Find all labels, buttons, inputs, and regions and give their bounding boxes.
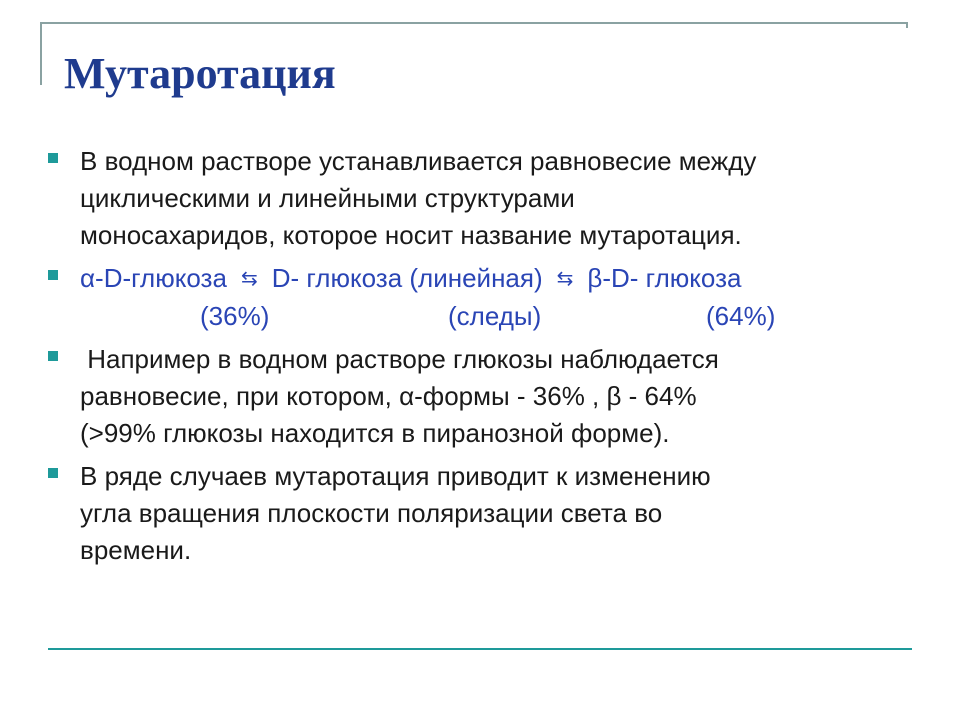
bullet-item-3 <box>48 341 898 452</box>
frame-bottom-line <box>48 648 912 650</box>
bullet-item-4 <box>48 458 898 569</box>
bullet-4-line-3: времени. <box>80 535 192 565</box>
slide-title: Мутаротация <box>64 49 336 98</box>
bullet-3-line-2: равновесие, при котором, α-формы - 36% , β - 64% <box>80 381 697 411</box>
frame-top-line <box>40 22 908 24</box>
beta-percentage: (64%) <box>706 301 776 331</box>
alpha-percentage: (36%) <box>200 301 270 331</box>
bullet-1-line-1: В водном растворе устанавливается равновесие между <box>80 146 757 176</box>
bullet-item-equation <box>48 260 898 335</box>
equilibrium-percentages <box>80 298 898 335</box>
bullet-3-line-1: Например в водном растворе глюкозы наблюдается <box>80 344 719 374</box>
square-bullet-icon <box>48 153 58 163</box>
square-bullet-icon <box>48 351 58 361</box>
bullet-4-line-2: угла вращения плоскости поляризации света во <box>80 498 663 528</box>
equilibrium-equation <box>80 260 898 298</box>
frame-left-line <box>40 22 42 85</box>
square-bullet-icon <box>48 468 58 478</box>
frame-right-tick <box>906 22 908 28</box>
equilibrium-arrow-icon: ⇆ <box>240 268 258 290</box>
bullet-1-line-3: моносахаридов, которое носит название мутаротация. <box>80 220 742 250</box>
beta-glucose-label: β-D- глюкоза <box>587 263 742 293</box>
equilibrium-arrow-icon: ⇆ <box>556 268 574 290</box>
alpha-glucose-label: α-D-глюкоза <box>80 263 227 293</box>
linear-glucose-label: D- глюкоза (линейная) <box>271 263 543 293</box>
slide-body <box>48 143 898 575</box>
square-bullet-icon <box>48 270 58 280</box>
bullet-item-1 <box>48 143 898 254</box>
linear-percentage: (следы) <box>448 301 542 331</box>
bullet-4-line-1: В ряде случаев мутаротация приводит к изменению <box>80 461 711 491</box>
bullet-3-line-3: (>99% глюкозы находится в пиранозной форме). <box>80 418 670 448</box>
bullet-1-line-2: циклическими и линейными структурами <box>80 183 575 213</box>
